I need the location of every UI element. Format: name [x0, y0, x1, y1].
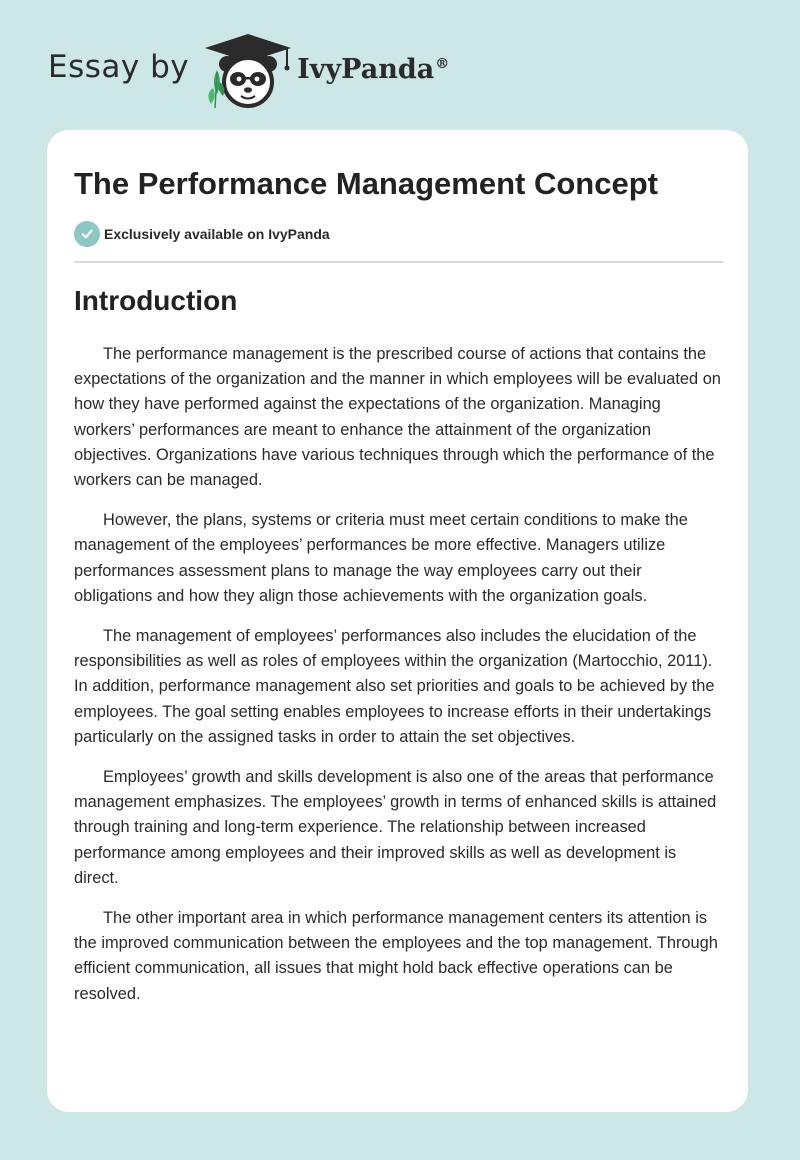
panda-logo-icon: [203, 30, 293, 110]
body-paragraph: However, the plans, systems or criteria must meet certain conditions to make the management of the employees’ performances be more effective. Managers utilize performances assessment plans to manage the way employees carry out their obligations and how they align those achievements with the organization goals.: [74, 511, 688, 605]
essay-body: [74, 342, 724, 1022]
body-paragraph: The performance management is the prescribed course of actions that contains the expectations of the organization and the manner in which employees will be evaluated on how they have performed against the expectations of the organization. Managing workers’ performances are meant to enhance the attainment of the organization objectives. Organizations have various techniques through which the performance of the workers can be managed.: [74, 345, 721, 490]
body-paragraph: The other important area in which performance management centers its attention is the improved communication between the employees and the top management. Through efficient communication, all issues that might hold back effective operations can be resolved.: [74, 909, 718, 1003]
body-paragraph: Employees’ growth and skills development is also one of the areas that performance management emphasizes. The employees’ growth in terms of enhanced skills is attained through training and long-term experience. The relationship between increased performance among employees and their improved skills as well as development is direct.: [74, 768, 717, 887]
brand-name: IvyPanda®: [297, 53, 450, 85]
body-paragraph: The management of employees’ performances also includes the elucidation of the responsibilities as well as roles of employees within the organization (Martocchio, 2011). In addition, performance management also set priorities and goals to be achieved by the employees. The goal setting enables employees to increase efforts in their undertakings particularly on the assigned tasks in order to attain the set objectives.: [74, 627, 715, 746]
essay-card: [47, 130, 748, 1112]
check-icon: [74, 221, 100, 247]
brand-header[interactable]: [48, 30, 449, 110]
title-divider: [74, 261, 723, 263]
exclusive-badge: [74, 221, 330, 247]
badge-text: Exclusively available on IvyPanda: [104, 226, 330, 242]
brand-prefix: Essay by: [48, 49, 190, 85]
section-heading: Introduction: [74, 285, 238, 316]
page-title: The Performance Management Concept: [74, 166, 658, 201]
